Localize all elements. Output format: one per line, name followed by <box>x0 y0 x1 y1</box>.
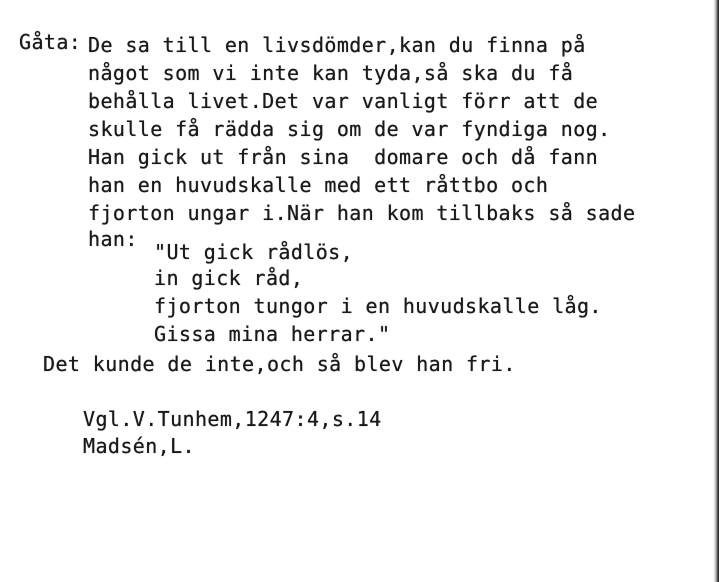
riddle-line: fjorton ungar i.När han kom tillbaks så sade <box>88 201 636 225</box>
verse-line: "Ut gick rådlös, <box>154 240 354 264</box>
riddle-outcome: Det kunde de inte,och så blev han fri. <box>43 352 516 376</box>
riddle-line: han en huvudskalle med ett råttbo och <box>88 173 549 197</box>
verse-line: Gissa mina herrar." <box>154 322 391 346</box>
card-edge-shadow <box>713 0 719 582</box>
riddle-line: skulle få rädda sig om de var fyndiga nog. <box>88 117 611 141</box>
recorder-name: Madsén,L. <box>83 434 195 458</box>
verse-line: fjorton tungor i en huvudskalle låg. <box>154 294 602 318</box>
riddle-line: Han gick ut från sina domare och då fann <box>88 145 599 169</box>
riddle-line: något som vi inte kan tyda,så ska du få <box>88 61 574 85</box>
riddle-line: behålla livet.Det var vanligt förr att de <box>88 89 599 113</box>
source-reference: Vgl.V.Tunhem,1247:4,s.14 <box>83 407 382 431</box>
riddle-line: han: <box>88 227 138 251</box>
verse-line: in gick råd, <box>154 266 304 290</box>
riddle-line: De sa till en livsdömder,kan du finna på <box>88 33 586 57</box>
record-label: Gåta: <box>19 30 82 54</box>
